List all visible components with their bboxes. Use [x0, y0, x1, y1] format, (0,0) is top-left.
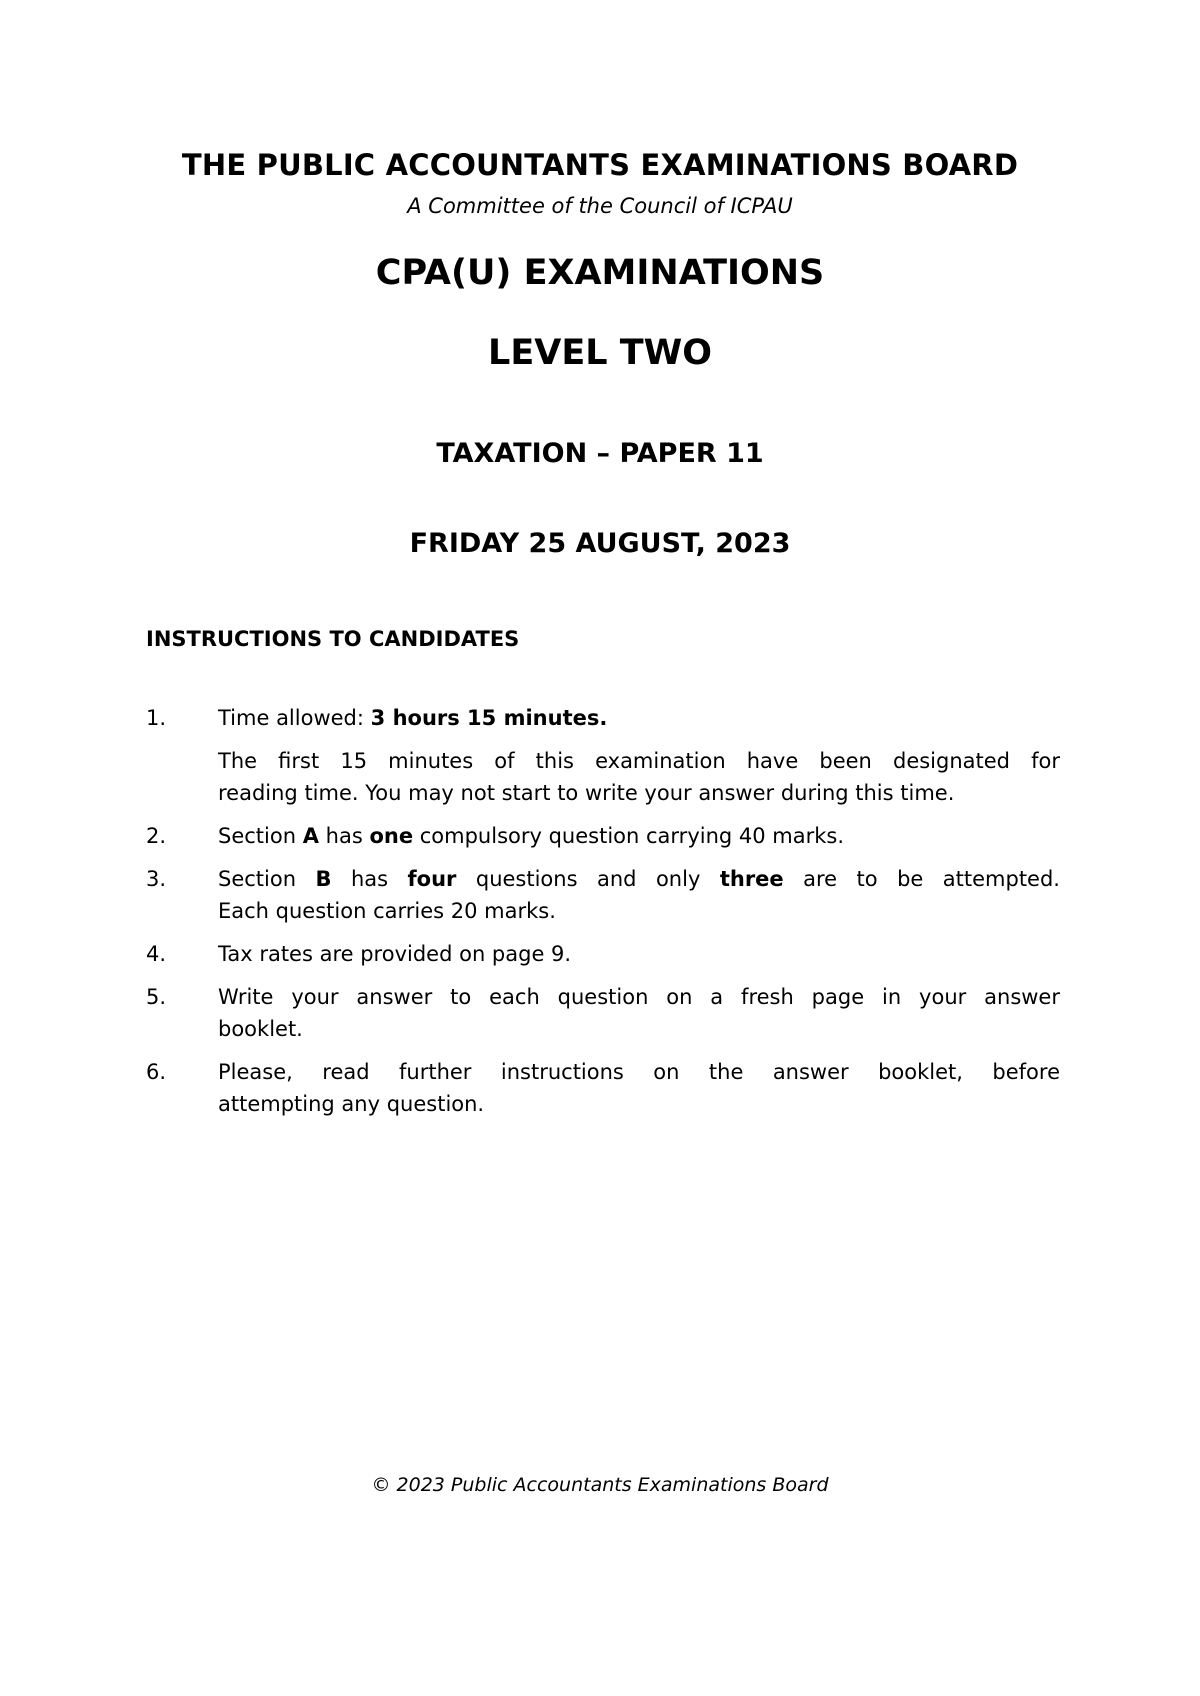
instruction-item-2	[146, 820, 1060, 852]
instruction-item-4	[146, 938, 1060, 970]
instruction-line: Write your answer to each question on a fresh page in your answer	[218, 985, 1060, 1009]
instruction-number: 5.	[146, 985, 167, 1009]
instruction-text: has	[331, 867, 408, 891]
instruction-line: booklet.	[218, 1017, 303, 1041]
committee-subtitle: A Committee of the Council of ICPAU	[407, 194, 793, 218]
instruction-line: The first 15 minutes of this examination have been designated for	[218, 749, 1060, 773]
instructions-list	[146, 702, 1060, 1131]
exam-title: CPA(U) EXAMINATIONS	[375, 253, 825, 293]
instruction-item-6	[146, 1056, 1060, 1120]
instruction-line: Please, read further instructions on the answer booklet, before	[218, 1060, 1060, 1084]
instruction-number: 2.	[146, 824, 167, 848]
instruction-line: reading time. You may not start to write your answer during this time.	[218, 781, 955, 805]
instruction-number: 3.	[146, 867, 167, 891]
instruction-number: 6.	[146, 1060, 167, 1084]
instruction-emphasis: three	[719, 867, 784, 891]
instruction-line	[218, 702, 1060, 734]
instruction-text: compulsory question carrying 40 marks.	[413, 824, 845, 848]
instruction-text: Time allowed:	[218, 706, 371, 730]
board-title: THE PUBLIC ACCOUNTANTS EXAMINATIONS BOARD	[181, 148, 1019, 182]
instruction-paragraph	[218, 745, 1060, 809]
instruction-line: attempting any question.	[218, 1092, 485, 1116]
instruction-emphasis: one	[369, 824, 414, 848]
instruction-item-5	[146, 981, 1060, 1045]
instruction-line: Each question carries 20 marks.	[218, 899, 556, 923]
exam-date: FRIDAY 25 AUGUST, 2023	[409, 528, 791, 559]
instruction-item-3	[146, 863, 1060, 927]
instruction-item-1	[146, 702, 1060, 809]
instruction-line	[218, 820, 1060, 852]
instruction-text: are to be attempted.	[783, 867, 1060, 891]
instruction-text: Section	[218, 824, 303, 848]
instruction-line: Tax rates are provided on page 9.	[218, 942, 572, 966]
paper-title: TAXATION – PAPER 11	[436, 438, 764, 469]
instructions-heading: INSTRUCTIONS TO CANDIDATES	[146, 627, 520, 651]
instruction-number: 4.	[146, 942, 167, 966]
instruction-emphasis: 3 hours 15 minutes.	[370, 706, 608, 730]
instruction-text: questions and only	[456, 867, 720, 891]
copyright-footer: © 2023 Public Accountants Examinations Board	[371, 1474, 829, 1496]
instruction-text: has	[318, 824, 370, 848]
instruction-line	[218, 863, 1060, 895]
instruction-emphasis: B	[315, 867, 332, 891]
instruction-text: Section	[218, 867, 316, 891]
exam-level: LEVEL TWO	[488, 333, 712, 373]
instruction-number: 1.	[146, 706, 167, 730]
instruction-emphasis: A	[302, 824, 319, 848]
instruction-emphasis: four	[407, 867, 457, 891]
